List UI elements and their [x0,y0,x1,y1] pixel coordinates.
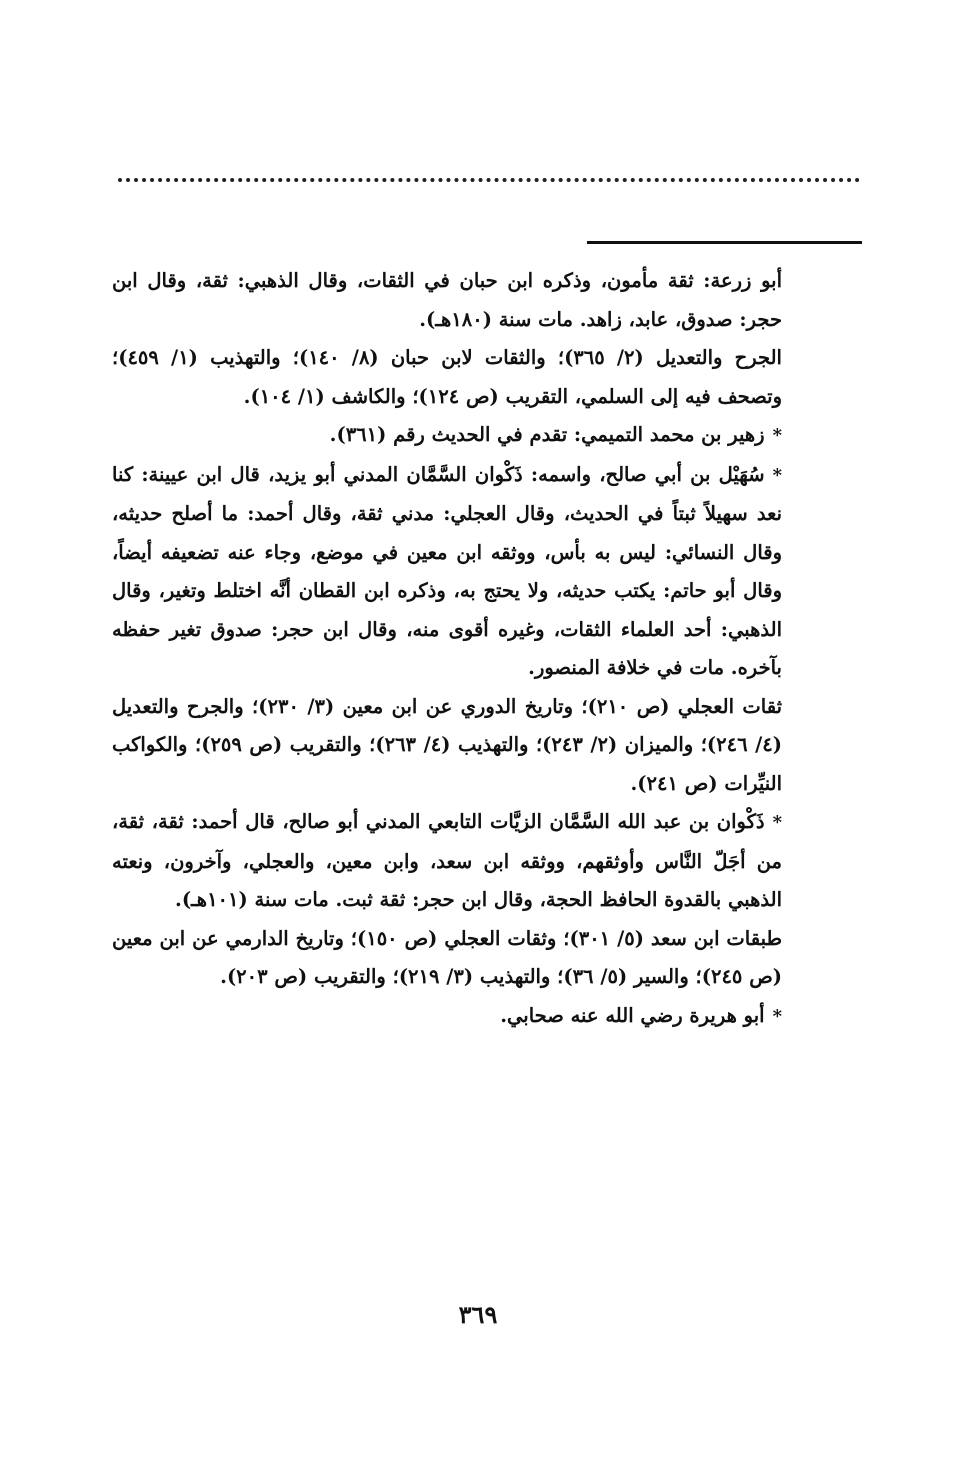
dotted-separator [118,178,860,182]
entry-zuhair [112,416,782,456]
entry-suhail [112,456,782,688]
paragraph-references-1: الجرح والتعديل (٢/ ٣٦٥)؛ والثقات لابن حبان (٨/ ١٤٠)؛ والتهذيب (١/ ٤٥٩)؛ وتصحف فيه إلى السلمي، التقريب (ص ١٢٤)؛ والكاشف (١/ ١٠٤). [112,346,782,408]
asterisk-bullet-icon: * [772,812,782,833]
entry-abu-hurayra [112,997,782,1037]
asterisk-bullet-icon: * [772,1005,782,1027]
paragraph-abu-zura: أبو زرعة: ثقة مأمون، وذكره ابن حبان في الثقات، وقال الذهبي: ثقة، وقال ابن حجر: صدوق، عابد، زاهد. مات سنة (١٨٠هـ). [112,269,782,331]
entry-text: أبو هريرة رضي الله عنه صحابي. [500,1003,765,1027]
entry-text: سُهَيْل بن أبي صالح، واسمه: ذَكْوان السَّمَّان المدني أبو يزيد، قال ابن عيينة: كنا نعد سهيلاً ثبتاً في الحديث، وقال العجلي: مدني ثقة، وقال أحمد: ما أصلح حديثه، وقال النسائي: ليس به بأس، ووثقه ابن معين في موضع، وجاء عنه تضعيفه أيضاً، وقال أبو حاتم: يكتب حديثه، ولا يحتج به، وذكره ابن القطان أنَّه اختلط وتغير، وقال الذهبي: أحد العلماء الثقات، وغيره أقوى منه، وقال ابن حجر: صدوق تغير حفظه بآخره. مات في خلافة المنصور. [112,462,782,679]
footnote-text [112,262,782,1036]
paragraph-references-3: طبقات ابن سعد (٥/ ٣٠١)؛ وثقات العجلي (ص ١٥٠)؛ وتاريخ الدارمي عن ابن معين (ص ٢٤٥)؛ والسير (٥/ ٣٦)؛ والتهذيب (٣/ ٢١٩)؛ والتقريب (ص ٢٠٣). [112,926,782,988]
entry-text: ذَكْوان بن عبد الله السَّمَّان الزيَّات التابعي المدني أبو صالح، قال أحمد: ثقة، ثقة، من أجَلّ النَّاس وأوثقهم، ووثقه ابن سعد، وابن معين، والعجلي، وآخرون، ونعته الذهبي بالقدوة الحافظ الحجة، وقال ابن حجر: ثقة ثبت. مات سنة (١٠١هـ). [112,810,782,911]
entry-text: زهير بن محمد التميمي: تقدم في الحديث رقم (٣٦١). [329,423,765,446]
paragraph-references-2: ثقات العجلي (ص ٢١٠)؛ وتاريخ الدوري عن ابن معين (٣/ ٢٣٠)؛ والجرح والتعديل (٤/ ٢٤٦)؛ والميزان (٢/ ٢٤٣)؛ والتهذيب (٤/ ٢٦٣)؛ والتقريب (ص ٢٥٩)؛ والكواكب النيِّرات (ص ٢٤١). [112,694,783,795]
asterisk-bullet-icon: * [772,464,782,486]
asterisk-bullet-icon: * [772,425,782,446]
page-number: ٣٦٩ [458,1300,498,1329]
footnote-rule [587,241,862,244]
entry-dhakwan [112,803,782,920]
